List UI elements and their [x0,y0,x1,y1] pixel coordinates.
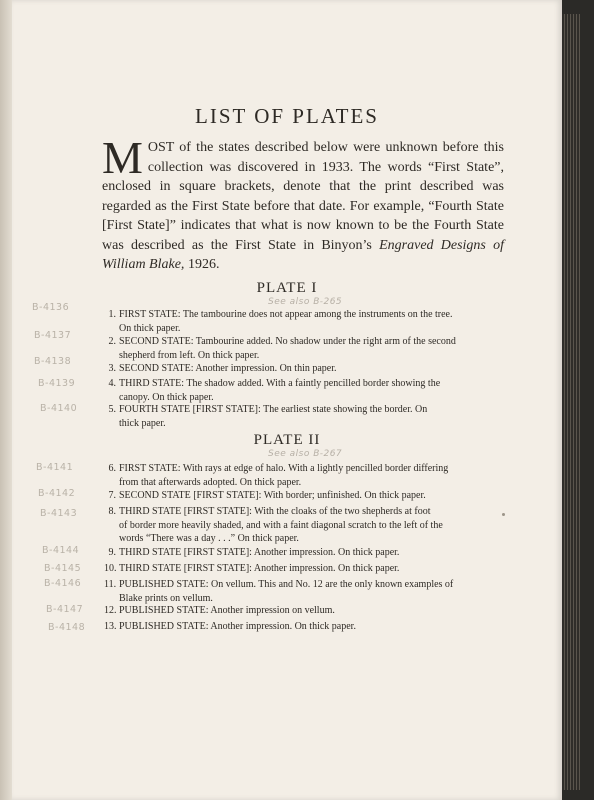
item-text: THIRD STATE: The shadow added. With a faintly pencilled border showing the [119,378,441,389]
item-number: 3. [108,363,116,374]
pencil-margin-mark: B-4142 [38,488,76,499]
item-text: canopy. On thick paper. [119,391,214,403]
item-number: 2. [108,336,116,347]
item-text: THIRD STATE [FIRST STATE]: Another impression. On thick paper. [119,563,400,574]
pencil-margin-mark: B-4144 [42,545,80,556]
item-text: from that afterwards adopted. On thick paper. [119,476,302,488]
list-item [104,403,504,430]
item-number: 4. [108,378,116,389]
item-number: 10. [104,563,117,574]
item-number: 12. [104,605,117,616]
pencil-margin-mark: B-4137 [34,330,72,341]
drop-cap: M [102,132,143,183]
list-item [104,546,504,560]
item-text: SECOND STATE [FIRST STATE]: With border; unfinished. On thick paper. [119,490,426,501]
list-item [104,335,504,362]
pencil-margin-mark: B-4145 [44,563,82,574]
item-text: SECOND STATE: Another impression. On thin paper. [119,363,337,374]
item-text: On thick paper. [119,322,181,334]
page-title: LIST OF PLATES [195,104,379,128]
pencil-margin-mark: B-4141 [36,462,74,473]
item-text: Blake prints on vellum. [119,592,213,604]
item-text: shepherd from left. On thick paper. [119,349,260,361]
list-item [104,604,504,618]
pencil-margin-mark: B-4136 [32,302,70,313]
plate-heading: PLATE I [256,280,318,296]
item-number: 8. [108,506,116,517]
plate-heading: PLATE II [253,432,321,448]
pencil-margin-mark: B-4143 [40,508,78,519]
book-page [12,0,562,800]
pencil-margin-mark: B-4140 [40,403,78,414]
intro-year: 1926. [184,257,220,272]
intro-text: OST of the states described below were unknown before this collection was discovered in 1933. The words “First State”, enclosed in square brackets, denote that the print described was regarded as the First State before that date. For example, “Fourth State [First State]” indicates that what is now known to be the Fourth State was described as the First State in Binyon’s [102,140,504,253]
item-text: words “There was a day . . .” On thick paper. [119,533,299,544]
pencil-margin-mark: B-4148 [48,622,86,633]
pencil-margin-mark: B-4139 [38,378,76,389]
list-item [104,377,504,404]
list-item [104,620,504,634]
pencil-margin-mark: B-4138 [34,356,72,367]
book-title: Engraved Designs of William Blake, [102,237,504,272]
item-text: PUBLISHED STATE: On vellum. This and No. 12 are the only known examples of [119,579,454,590]
item-text: of border more heavily shaded, and with a faint diagonal scratch to the left of the [119,519,443,531]
item-text: SECOND STATE: Tambourine added. No shadow under the right arm of the second [119,336,456,347]
item-number: 6. [108,463,116,474]
item-text: THIRD STATE [FIRST STATE]: With the cloaks of the two shepherds at foot [119,506,431,517]
facing-page-edge [0,0,12,800]
item-text: PUBLISHED STATE: Another impression on vellum. [119,605,335,616]
list-item [104,362,504,376]
pencil-note: See also B-265 [268,297,343,307]
item-text: PUBLISHED STATE: Another impression. On thick paper. [119,621,356,632]
item-number: 1. [108,309,116,320]
item-text: FIRST STATE: With rays at edge of halo. With a lightly pencilled border differing [119,463,449,474]
item-text: THIRD STATE [FIRST STATE]: Another impression. On thick paper. [119,547,400,558]
item-text: thick paper. [119,417,166,429]
list-item [104,308,504,335]
list-item [104,462,504,489]
stray-mark [502,513,505,516]
pencil-note: See also B-267 [268,449,343,459]
list-item [104,578,504,605]
item-number: 7. [108,490,116,501]
list-item [104,505,504,546]
pencil-margin-mark: B-4146 [44,578,82,589]
item-text: FOURTH STATE [FIRST STATE]: The earliest state showing the border. On [119,404,428,415]
item-number: 13. [104,621,117,632]
intro-paragraph [102,132,504,275]
list-item [104,489,504,503]
item-text: FIRST STATE: The tambourine does not appear among the instruments on the tree. [119,309,453,320]
list-item [104,562,504,576]
pencil-margin-mark: B-4147 [46,604,84,615]
item-number: 9. [108,547,116,558]
item-number: 5. [108,404,116,415]
item-number: 11. [104,579,117,590]
